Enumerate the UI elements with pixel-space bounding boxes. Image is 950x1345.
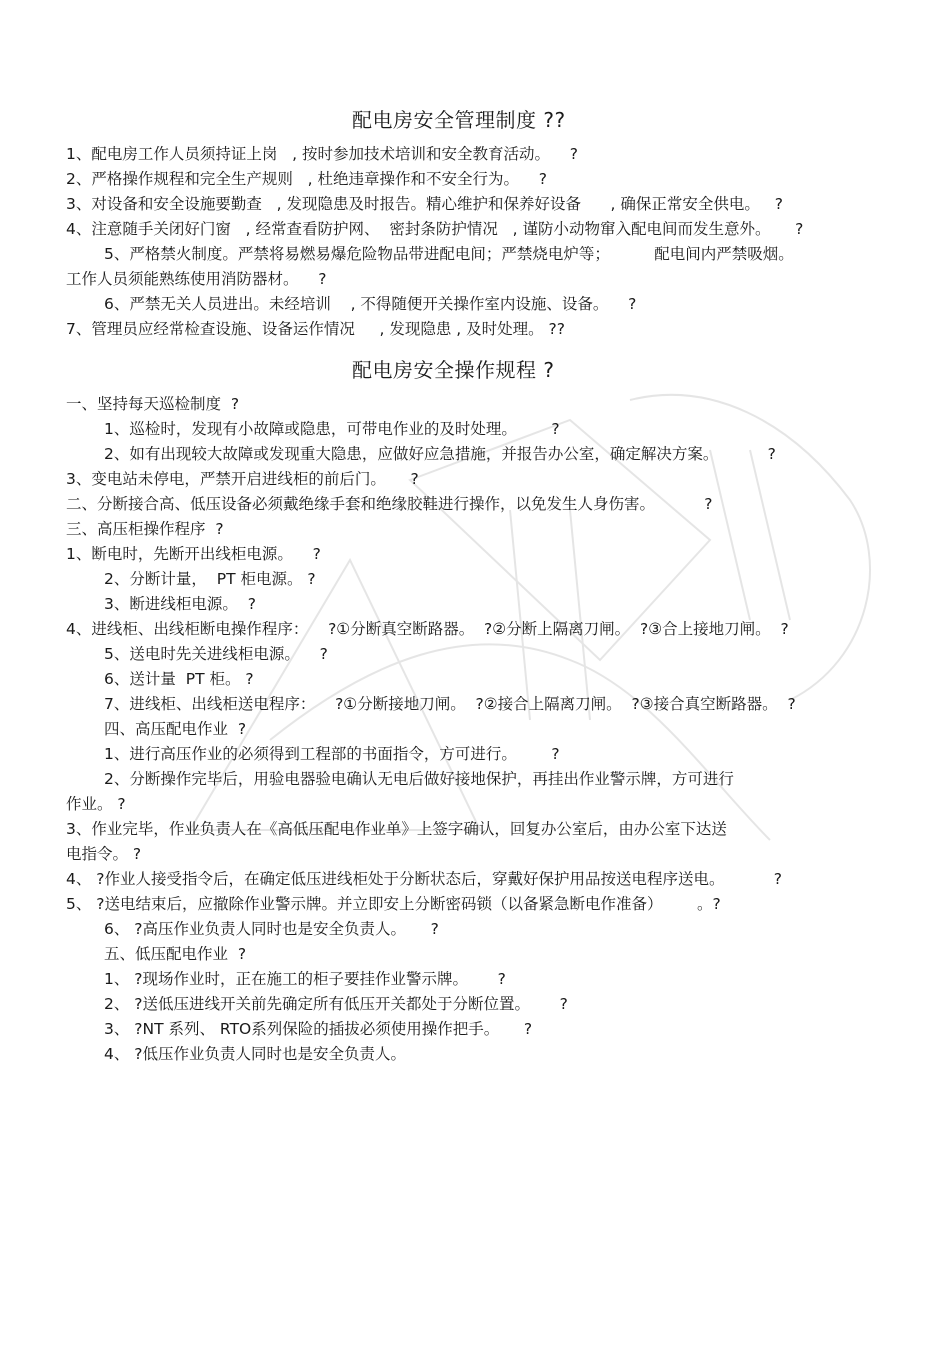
procedure-line: 3、变电站未停电，严禁开启进线柜的前后门。 ? [66,470,419,488]
procedure-line: 1、进行高压作业的必须得到工程部的书面指令，方可进行。 ? [104,745,560,763]
procedure-line: 3、断进线柜电源。 ? [104,595,256,613]
procedure-line: 6、送计量 PT 柜。 ? [104,670,254,688]
rule-line: 4、注意随手关闭好门窗 , 经常查看防护网、 密封条防护情况 , 谨防小动物窜入配电间而发生意外。 ? [66,220,804,238]
procedure-line: 二、分断接合高、低压设备必须戴绝缘手套和绝缘胶鞋进行操作，以免发生人身伤害。 ? [66,495,713,513]
procedure-line: 4、 ?作业人接受指令后，在确定低压进线柜处于分断状态后，穿戴好保护用品按送电程序送电。 ? [66,870,783,888]
procedure-line: 7、进线柜、出线柜送电程序： ?①分断接地刀闸。 ?②接合上隔离刀闸。 ?③接合真空断路器。 ? [104,695,796,713]
procedure-line: 5、送电时先关进线柜电源。 ? [104,645,328,663]
rule-line: 1、配电房工作人员须持证上岗 , 按时参加技术培训和安全教育活动。 ? [66,145,578,163]
procedure-line: 电指令。 ? [66,845,142,863]
procedure-line: 5、 ?送电结束后，应撤除作业警示牌。并立即安上分断密码锁（以备紧急断电作准备） 。? [66,895,721,913]
procedure-line: 2、分断计量， PT 柜电源。 ? [104,570,316,588]
rule-line: 7、管理员应经常检查设施、设备运作情况 , 发现隐患 , 及时处理。 ?? [66,320,566,338]
procedure-line: 三、高压柜操作程序 ? [66,520,224,538]
rule-line: 6、严禁无关人员进出。未经培训 , 不得随便开关操作室内设施、设备。 ? [104,295,637,313]
title-operation: 配电房安全操作规程 ? [352,358,555,382]
procedure-line: 作业。 ? [66,795,126,813]
rule-line: 2、严格操作规程和完全生产规则 , 杜绝违章操作和不安全行为。 ? [66,170,547,188]
rule-line: 工作人员须能熟练使用消防器材。 ? [66,270,327,288]
procedure-line: 1、巡检时，发现有小故障或隐患，可带电作业的及时处理。 ? [104,420,560,438]
procedure-line: 4、 ?低压作业负责人同时也是安全负责人。 [104,1045,407,1063]
procedure-line: 6、 ?高压作业负责人同时也是安全负责人。 ? [104,920,439,938]
procedure-line: 2、分断操作完毕后，用验电器验电确认无电后做好接地保护，再挂出作业警示牌，方可进行 [104,770,734,788]
procedure-line: 3、作业完毕，作业负责人在《高低压配电作业单》上签字确认，回复办公室后，由办公室下达送 [66,820,727,838]
procedure-line: 4、进线柜、出线柜断电操作程序： ?①分断真空断路器。 ?②分断上隔离刀闸。 ?③合上接地刀闸。 ? [66,620,789,638]
procedure-line: 2、 ?送低压进线开关前先确定所有低压开关都处于分断位置。 ? [104,995,568,1013]
procedure-line: 五、低压配电作业 ? [104,945,247,963]
procedure-line: 一、坚持每天巡检制度 ? [66,395,240,413]
title-management: 配电房安全管理制度 ?? [352,108,566,132]
rule-line: 3、对设备和安全设施要勤查 , 发现隐患及时报告。精心维护和保养好设备 , 确保正常安全供电。 ? [66,195,783,213]
procedure-line: 四、高压配电作业 ? [104,720,247,738]
procedure-line: 1、断电时，先断开出线柜电源。 ? [66,545,321,563]
procedure-line: 1、 ?现场作业时，正在施工的柜子要挂作业警示牌。 ? [104,970,506,988]
procedure-line: 2、如有出现较大故障或发现重大隐患，应做好应急措施，并报告办公室，确定解决方案。 ? [104,445,776,463]
rule-line: 5、严格禁火制度。严禁将易燃易爆危险物品带进配电间；严禁烧电炉等； 配电间内严禁吸烟。 [104,245,794,263]
procedure-line: 3、 ?NT 系列、 RTO系列保险的插拔必须使用操作把手。 ? [104,1020,533,1038]
